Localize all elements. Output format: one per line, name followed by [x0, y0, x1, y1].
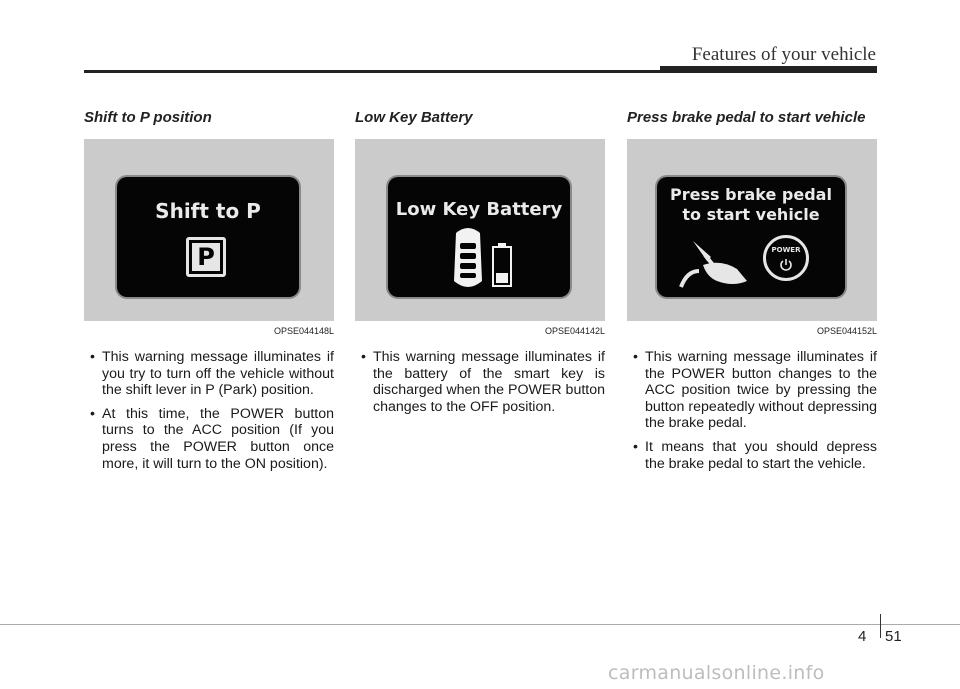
list-item: • It means that you should depress the brake pedal to start the vehicle.	[627, 439, 877, 472]
page-number: 51	[885, 628, 902, 645]
illustration-low-key-battery	[355, 139, 605, 321]
chapter-number: 4	[858, 628, 867, 645]
footer-divider	[880, 614, 881, 638]
foot-pedal-icon	[673, 231, 755, 293]
illustration-press-brake-pedal	[627, 139, 877, 321]
figure-code: OPSE044152L	[816, 326, 877, 336]
section-low-key-battery	[355, 108, 605, 422]
bullet-list	[355, 349, 605, 415]
illustration-shift-to-p	[84, 139, 334, 321]
power-symbol-icon	[779, 258, 793, 272]
gear-letter: P	[192, 243, 220, 271]
smart-key-icon	[448, 225, 488, 295]
display-message-line2: to start vehicle	[682, 205, 820, 224]
list-item: • At this time, the POWER button turns to the ACC position (If you press the POWER button once more, it will turn to the ON position).	[84, 406, 334, 472]
power-button-icon	[763, 235, 809, 281]
gear-p-icon	[186, 237, 226, 277]
section-press-brake-pedal	[627, 108, 877, 479]
footer-rule	[0, 624, 960, 625]
list-item: • This warning message illuminates if you try to turn off the vehicle without the shift lever in P (Park) position.	[84, 349, 334, 399]
cluster-display	[657, 177, 845, 297]
section-heading: Low Key Battery	[355, 109, 473, 126]
cluster-display	[388, 177, 570, 297]
section-shift-to-p	[84, 108, 334, 479]
display-message-line1: Press brake pedal	[670, 185, 832, 204]
list-item: • This warning message illuminates if the POWER button changes to the ACC position twice by pressing the button repeatedly without depressing the brake pedal.	[627, 349, 877, 432]
figure-code: OPSE044142L	[544, 326, 605, 336]
figure-code: OPSE044148L	[273, 326, 334, 336]
section-heading: Press brake pedal to start vehicle	[627, 109, 866, 126]
header-rule-accent	[660, 66, 877, 72]
display-message: Shift to P	[155, 199, 261, 223]
display-message: Low Key Battery	[395, 199, 563, 220]
cluster-display	[117, 177, 299, 297]
power-button-label: POWER	[771, 246, 801, 254]
bullet-list	[627, 349, 877, 472]
header-title: Features of your vehicle	[691, 44, 876, 65]
bullet-list	[84, 349, 334, 472]
section-heading: Shift to P position	[84, 109, 212, 126]
battery-icon	[492, 243, 512, 287]
list-item: • This warning message illuminates if the battery of the smart key is discharged when the POWER button changes to the OFF position.	[355, 349, 605, 415]
watermark: carmanualsonline.info	[608, 662, 825, 684]
